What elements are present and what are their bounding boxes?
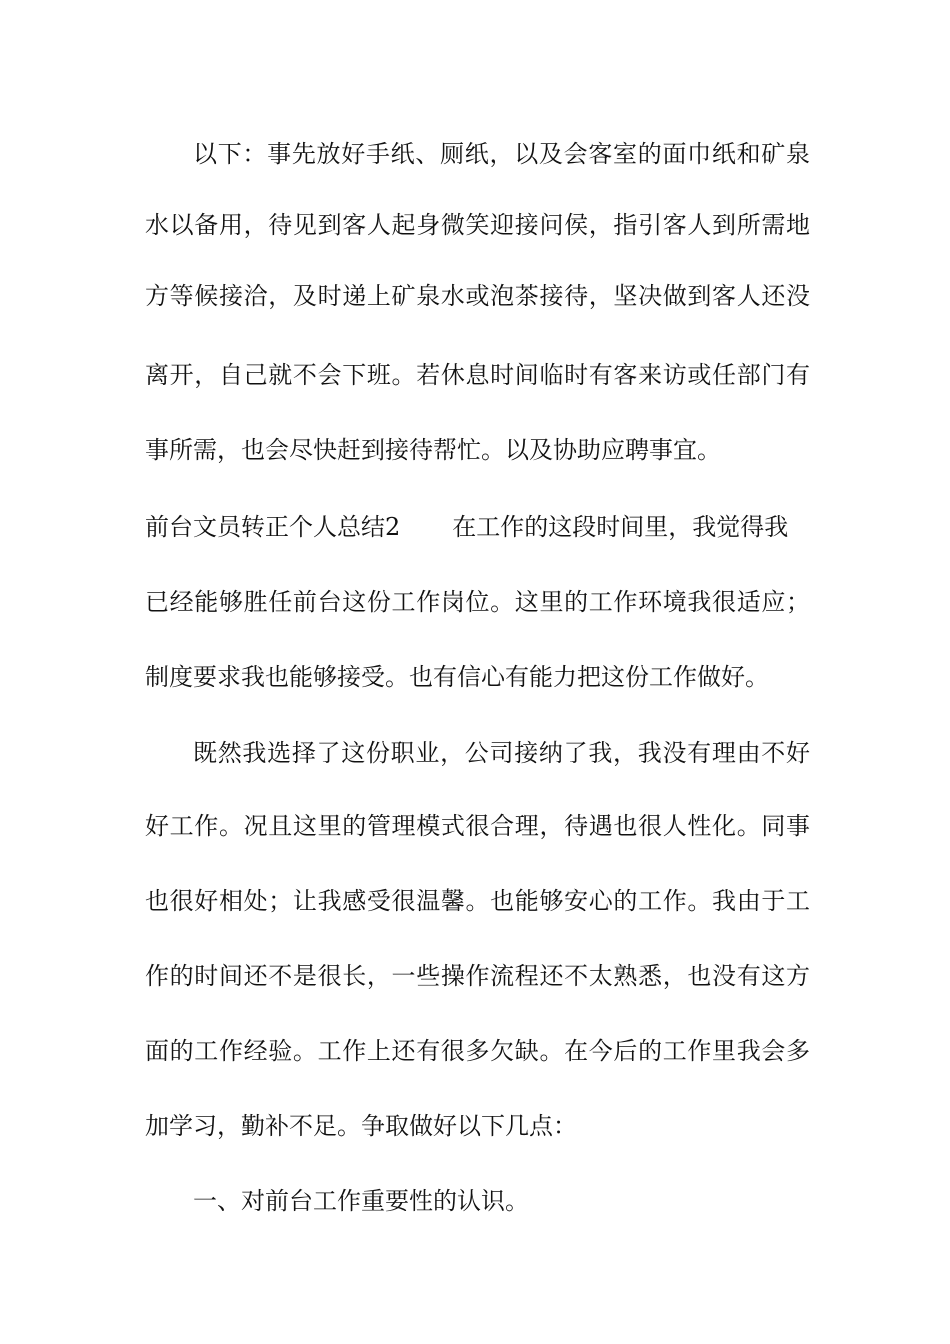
paragraph-line: 既然我选择了这份职业，公司接纳了我，我没有理由不好 [193,739,810,767]
paragraph-line: 也很好相处；让我感受很温馨。也能够安心的工作。我由于工 [145,887,810,915]
paragraph-line: 在工作的这段时间里，我觉得我 [452,513,789,541]
paragraph-line: 已经能够胜任前台这份工作岗位。这里的工作环境我很适应； [145,588,810,616]
paragraph-line: 面的工作经验。工作上还有很多欠缺。在今后的工作里我会多 [145,1037,810,1065]
paragraph-line: 方等候接洽，及时递上矿泉水或泡茶接待，坚决做到客人还没 [145,282,810,310]
section-title-line [145,511,810,543]
paragraph-line: 以下：事先放好手纸、厕纸，以及会客室的面巾纸和矿泉 [193,140,810,168]
section-title: 前台文员转正个人总结2 [145,513,401,541]
paragraph-line: 作的时间还不是很长，一些操作流程还不太熟悉，也没有这方 [145,962,810,990]
paragraph-line: 制度要求我也能够接受。也有信心有能力把这份工作做好。 [145,663,769,691]
paragraph-line: 事所需，也会尽快赶到接待帮忙。以及协助应聘事宜。 [145,436,721,464]
list-heading: 一、对前台工作重要性的认识。 [193,1187,529,1215]
paragraph-line: 加学习，勤补不足。争取做好以下几点： [145,1112,577,1140]
paragraph-line: 水以备用，待见到客人起身微笑迎接问侯，指引客人到所需地 [145,211,810,239]
paragraph-line: 好工作。况且这里的管理模式很合理，待遇也很人性化。同事 [145,812,810,840]
paragraph-line: 离开，自己就不会下班。若休息时间临时有客来访或任部门有 [145,361,810,389]
